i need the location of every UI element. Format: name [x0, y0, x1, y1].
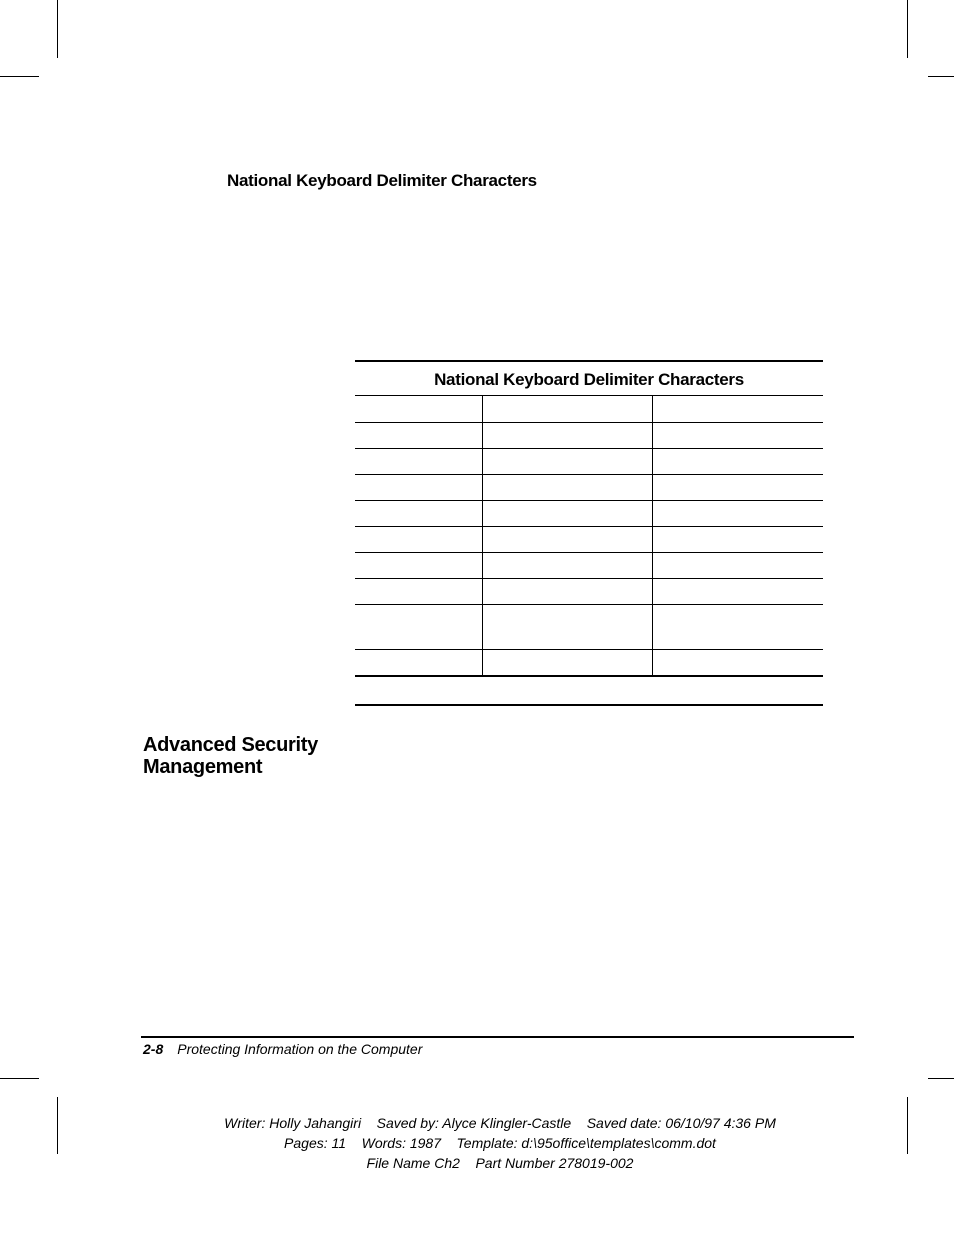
table-footnote-row [355, 676, 823, 706]
table-row [355, 422, 823, 448]
table-cell [355, 448, 482, 474]
document-metadata-line: Pages: 11 Words: 1987 Template: d:\95office\templates\comm.dot [284, 1135, 716, 1151]
table-cell [355, 649, 482, 675]
table-cell [355, 422, 482, 448]
table-row [355, 526, 823, 552]
page-number: 2-8 [143, 1041, 164, 1057]
table-row [355, 448, 823, 474]
table-cell [482, 396, 652, 422]
table-cell [355, 500, 482, 526]
table-cell [355, 526, 482, 552]
crop-mark [0, 1078, 39, 1079]
table-cell [652, 578, 823, 604]
table-cell [652, 552, 823, 578]
table-row [355, 500, 823, 526]
table-cell [355, 578, 482, 604]
crop-mark [57, 1097, 58, 1154]
table-cell [482, 578, 652, 604]
table-cell [652, 396, 823, 422]
table-cell [482, 649, 652, 675]
table-cell [482, 500, 652, 526]
delimiter-table [355, 360, 823, 706]
table-cell [652, 604, 823, 649]
subheading [143, 734, 318, 778]
table-cell [652, 448, 823, 474]
table-cell [482, 422, 652, 448]
table-cell [652, 649, 823, 675]
table-cell [652, 526, 823, 552]
table-row [355, 396, 823, 422]
section-heading: National Keyboard Delimiter Characters [227, 171, 537, 190]
document-metadata-line: Writer: Holly Jahangiri Saved by: Alyce Klingler-Castle Saved date: 06/10/97 4:36 PM [224, 1115, 776, 1131]
table-cell [652, 422, 823, 448]
subheading-line: Management [143, 756, 263, 778]
subheading-line: Advanced Security [143, 734, 318, 756]
table-row [355, 474, 823, 500]
table-cell [482, 604, 652, 649]
crop-mark [928, 1078, 954, 1079]
table-row [355, 578, 823, 604]
page-footer [143, 1041, 422, 1057]
table-cell [482, 552, 652, 578]
table-cell [652, 474, 823, 500]
crop-mark [907, 0, 908, 58]
table-cell [355, 604, 482, 649]
table-cell [355, 396, 482, 422]
table-row [355, 649, 823, 675]
table-cell [355, 552, 482, 578]
crop-mark [0, 76, 39, 77]
table-cell [482, 448, 652, 474]
table-cell [482, 526, 652, 552]
table-row [355, 604, 823, 649]
footer-rule [141, 1036, 854, 1038]
table-grid [355, 396, 823, 676]
table-caption: National Keyboard Delimiter Characters [355, 362, 823, 396]
document-metadata-line: File Name Ch2 Part Number 278019-002 [366, 1155, 634, 1171]
chapter-title: Protecting Information on the Computer [177, 1041, 423, 1057]
crop-mark [57, 0, 58, 58]
crop-mark [907, 1097, 908, 1154]
table-cell [482, 474, 652, 500]
crop-mark [928, 76, 954, 77]
table-cell [355, 474, 482, 500]
table-cell [652, 500, 823, 526]
table-row [355, 552, 823, 578]
